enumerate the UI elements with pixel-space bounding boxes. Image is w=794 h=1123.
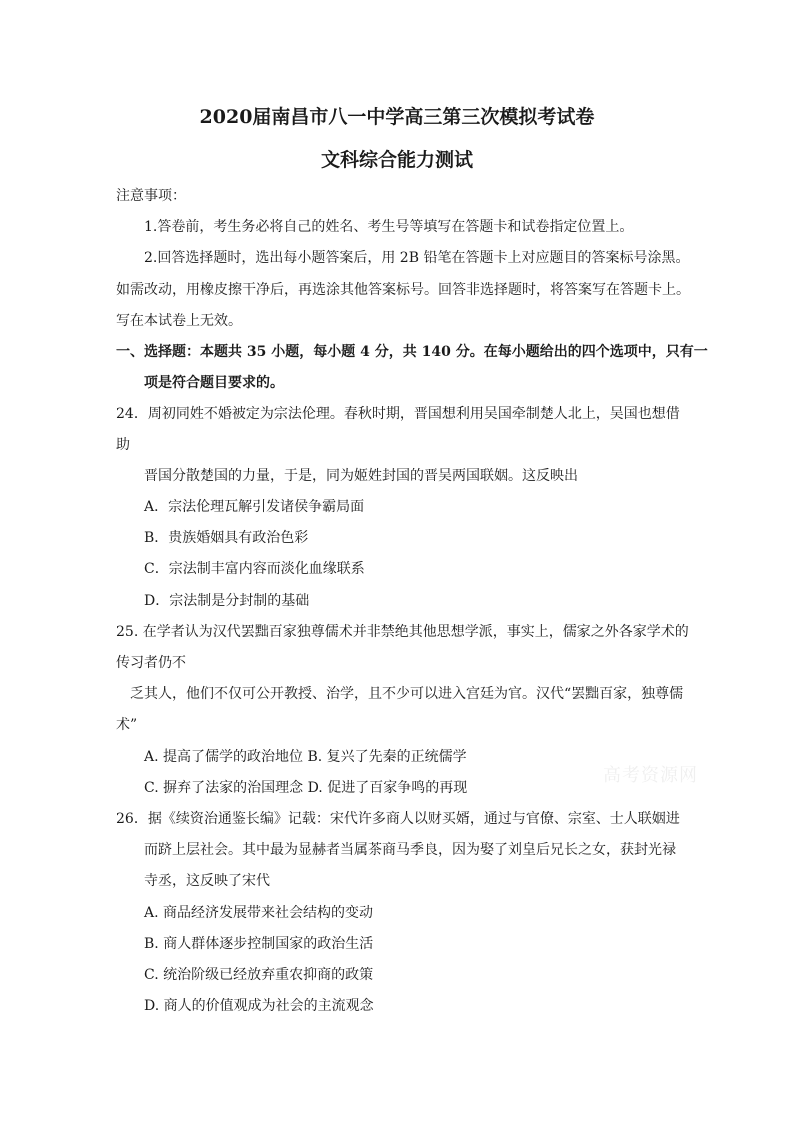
question-24-option-d: D．宗法制是分封制的基础 (144, 593, 310, 609)
question-26-option-a: A. 商品经济发展带来社会结构的变动 (144, 905, 374, 921)
notice-item-2-line-3: 写在本试卷上无效。 (116, 313, 242, 329)
question-24-option-a: A．宗法伦理瓦解引发诸侯争霸局面 (144, 499, 365, 515)
section-heading-line-2: 项是符合题目要求的。 (144, 375, 284, 391)
notice-item-2-line-1: 2.回答选择题时，选出每小题答案后，用 2B 铅笔在答题卡上对应题目的答案标号涂黑。 (144, 250, 690, 266)
question-26-line-1: 26．据《续资治通鉴长编》记载：宋代许多商人以财买婿，通过与官僚、宗室、士人联姻进 (116, 811, 680, 827)
section-heading-line-1: 一、选择题：本题共 35 小题，每小题 4 分，共 140 分。在每小题给出的四个选项中，只有一 (116, 344, 708, 360)
question-25-line-3: 乏其人，他们不仅可公开教授、治学，且不少可以进入宫廷为官。汉代“罢黜百家，独尊儒 (130, 686, 684, 702)
question-25-options-row-1: A. 提高了儒学的政治地位 B. 复兴了先秦的正统儒学 (144, 749, 467, 765)
question-24-line-2: 助 (116, 437, 130, 453)
question-25-line-2: 传习者仍不 (116, 655, 186, 671)
question-26-line-3: 寺丞，这反映了宋代 (144, 873, 270, 889)
notice-item-2-line-2: 如需改动，用橡皮擦干净后，再选涂其他答案标号。回答非选择题时，将答案写在答题卡上。 (116, 282, 690, 298)
question-25-options-row-2: C. 摒弃了法家的治国理念 D. 促进了百家争鸣的再现 (144, 780, 468, 796)
question-26-option-b: B. 商人群体逐步控制国家的政治生活 (144, 936, 374, 952)
question-26-line-2: 而跻上层社会。其中最为显赫者当属茶商马季良，因为娶了刘皇后兄长之女，获封光禄 (144, 842, 676, 858)
question-24-line-3: 晋国分散楚国的力量，于是，同为姬姓封国的晋吴两国联姻。这反映出 (144, 468, 578, 484)
watermark: 高考资源网 (603, 765, 698, 786)
question-26-option-c: C. 统治阶级已经放弃重农抑商的政策 (144, 967, 374, 983)
notice-item-1: 1.答卷前，考生务必将自己的姓名、考生号等填写在答题卡和试卷指定位置上。 (144, 219, 634, 235)
question-24-option-c: C．宗法制丰富内容而淡化血缘联系 (144, 561, 365, 577)
question-26-option-d: D. 商人的价值观成为社会的主流观念 (144, 998, 374, 1014)
question-24-option-b: B．贵族婚姻具有政治色彩 (144, 530, 309, 546)
notice-heading: 注意事项： (116, 188, 186, 204)
exam-title: 2020届南昌市八一中学高三第三次模拟考试卷 (199, 106, 595, 128)
question-25-line-1: 25. 在学者认为汉代罢黜百家独尊儒术并非禁绝其他思想学派，事实上，儒家之外各家学术的 (116, 624, 689, 640)
exam-subtitle: 文科综合能力测试 (320, 149, 473, 171)
question-24-line-1: 24．周初同姓不婚被定为宗法伦理。春秋时期，晋国想利用吴国牵制楚人北上，吴国也想借 (116, 406, 680, 422)
question-25-line-4: 术” (116, 717, 138, 733)
